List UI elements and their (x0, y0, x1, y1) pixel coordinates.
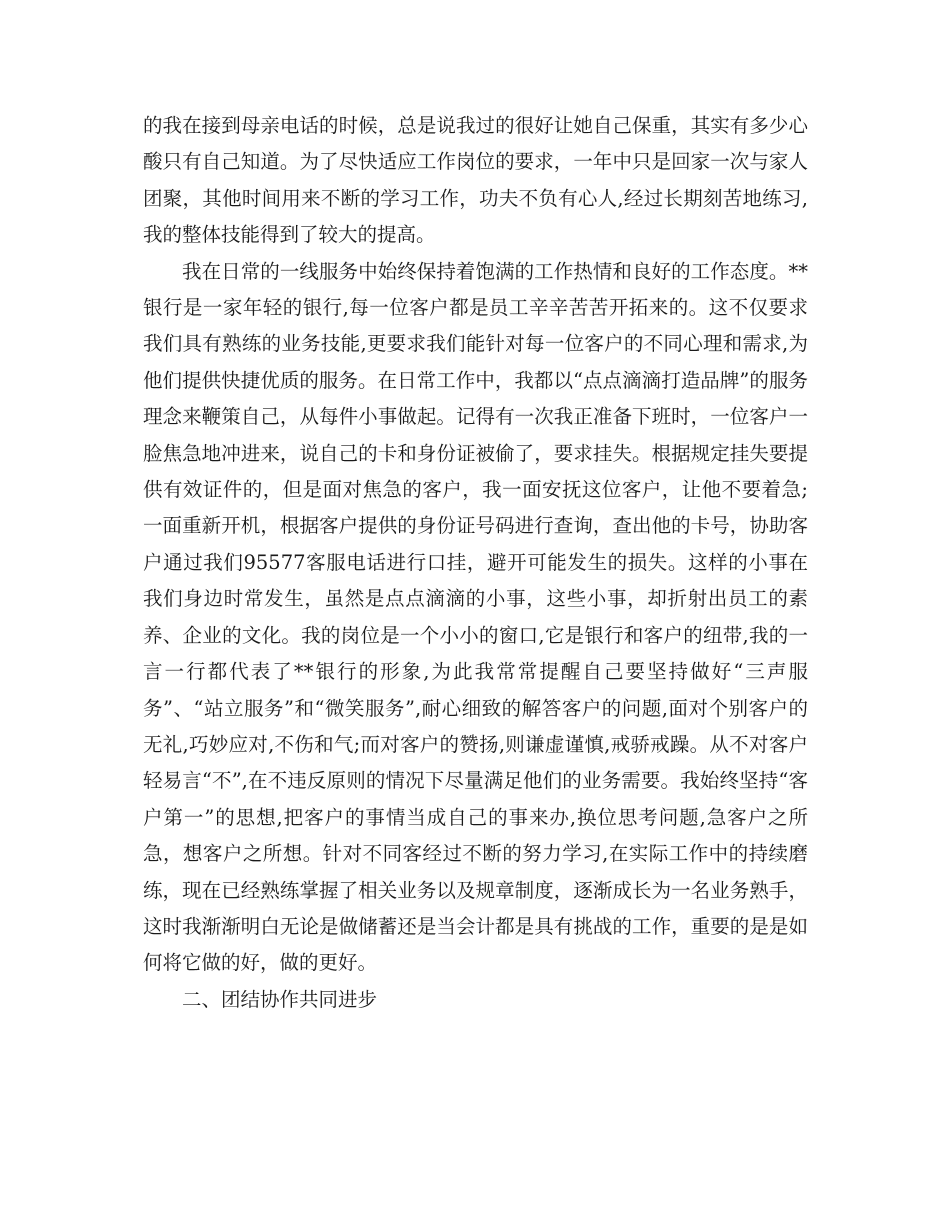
paragraph-service-attitude: 我在日常的一线服务中始终保持着饱满的工作热情和良好的工作态度。**银行是一家年轻的银行,每一位客户都是员工辛辛苦苦开拓来的。这不仅要求我们具有熟练的业务技能,更要求我们能针对每一位客户的不同心理和需求,为他们提供快捷优质的服务。在日常工作中，我都以“点点滴滴打造品牌”的服务理念来鞭策自己，从每件小事做起。记得有一次我正准备下班时，一位客户一脸焦急地冲进来，说自己的卡和身份证被偷了，要求挂失。根据规定挂失要提供有效证件的，但是面对焦急的客户，我一面安抚这位客户，让他不要着急;一面重新开机，根据客户提供的身份证号码进行查询，查出他的卡号，协助客户通过我们95577客服电话进行口挂，避开可能发生的损失。这样的小事在我们身边时常发生，虽然是点点滴滴的小事，这些小事，却折射出员工的素养、企业的文化。我的岗位是一个小小的窗口,它是银行和客户的纽带,我的一言一行都代表了**银行的形象,为此我常常提醒自己要坚持做好“三声服务”、“站立服务”和“微笑服务”,耐心细致的解答客户的问题,面对个别客户的无礼,巧妙应对,不伤和气;而对客户的赞扬,则谦虚谨慎,戒骄戒躁。从不对客户轻易言“不”,在不违反原则的情况下尽量满足他们的业务需要。我始终坚持“客户第一”的思想,把客户的事情当成自己的事来办,换位思考问题,急客户之所急，想客户之所想。针对不同客经过不断的努力学习,在实际工作中的持续磨练，现在已经熟练掌握了相关业务以及规章制度，逐渐成长为一名业务熟手，这时我渐渐明白无论是做储蓄还是当会计都是具有挑战的工作，重要的是是如何将它做的好，做的更好。 (143, 259, 808, 975)
section-heading: 二、团结协作共同进步 (182, 987, 378, 1011)
paragraph-continuation: 的我在接到母亲电话的时候，总是说我过的很好让她自己保重，其实有多少心酸只有自己知道。为了尽快适应工作岗位的要求，一年中只是回家一次与家人团聚，其他时间用来不断的学习工作，功夫不负有心人,经过长期刻苦地练习,我的整体技能得到了较大的提高。 (143, 114, 808, 247)
document-body (143, 108, 808, 1018)
